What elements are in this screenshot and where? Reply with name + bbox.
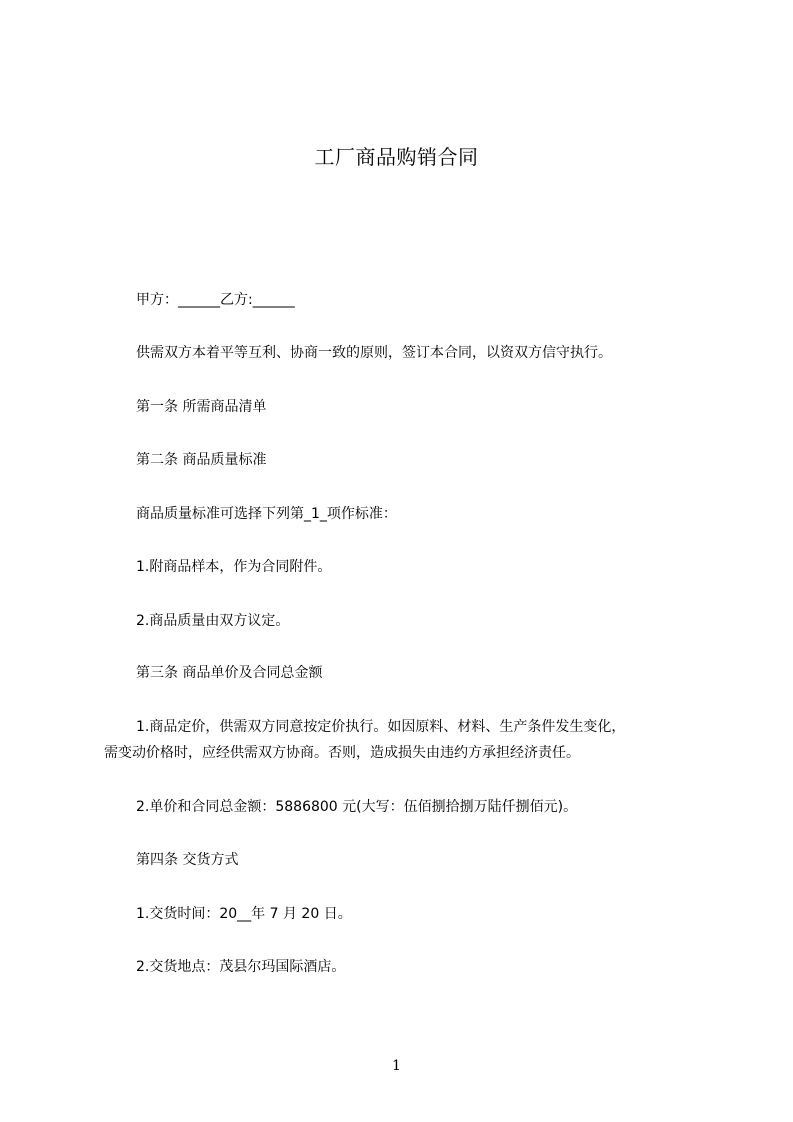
preamble-paragraph: 供需双方本着平等互利、协商一致的原则，签订本合同，以资双方信守执行。	[136, 345, 612, 361]
article-3-heading: 第三条 商品单价及合同总金额	[136, 665, 323, 681]
quality-item-2: 2.商品质量由双方议定。	[136, 613, 290, 629]
delivery-time: 1.交货时间：20__年 7 月 20 日。	[136, 906, 352, 922]
article-1-heading: 第一条 所需商品清单	[136, 399, 267, 415]
pricing-item-1-line-2: 需变动价格时，应经供需双方协商。否则，造成损失由违约方承担经济责任。	[104, 745, 580, 761]
pricing-item-1-line-1: 1.商品定价，供需双方同意按定价执行。如因原料、材料、生产条件发生变化，	[136, 719, 626, 735]
quality-standard-paragraph: 商品质量标准可选择下列第_1_项作标准：	[136, 506, 397, 522]
page-number: 1	[392, 1058, 401, 1074]
quality-item-1: 1.附商品样本，作为合同附件。	[136, 559, 332, 575]
party-line: 甲方：______乙方:______	[136, 292, 295, 308]
delivery-location: 2.交货地点：茂县尔玛国际酒店。	[136, 959, 346, 975]
article-2-heading: 第二条 商品质量标准	[136, 452, 267, 468]
document-title: 工厂商品购销合同	[314, 145, 479, 169]
article-4-heading: 第四条 交货方式	[136, 852, 239, 868]
pricing-item-2: 2.单价和合同总金额：5886800 元(大写：伍佰捌拾捌万陆仟捌佰元)。	[136, 799, 578, 815]
